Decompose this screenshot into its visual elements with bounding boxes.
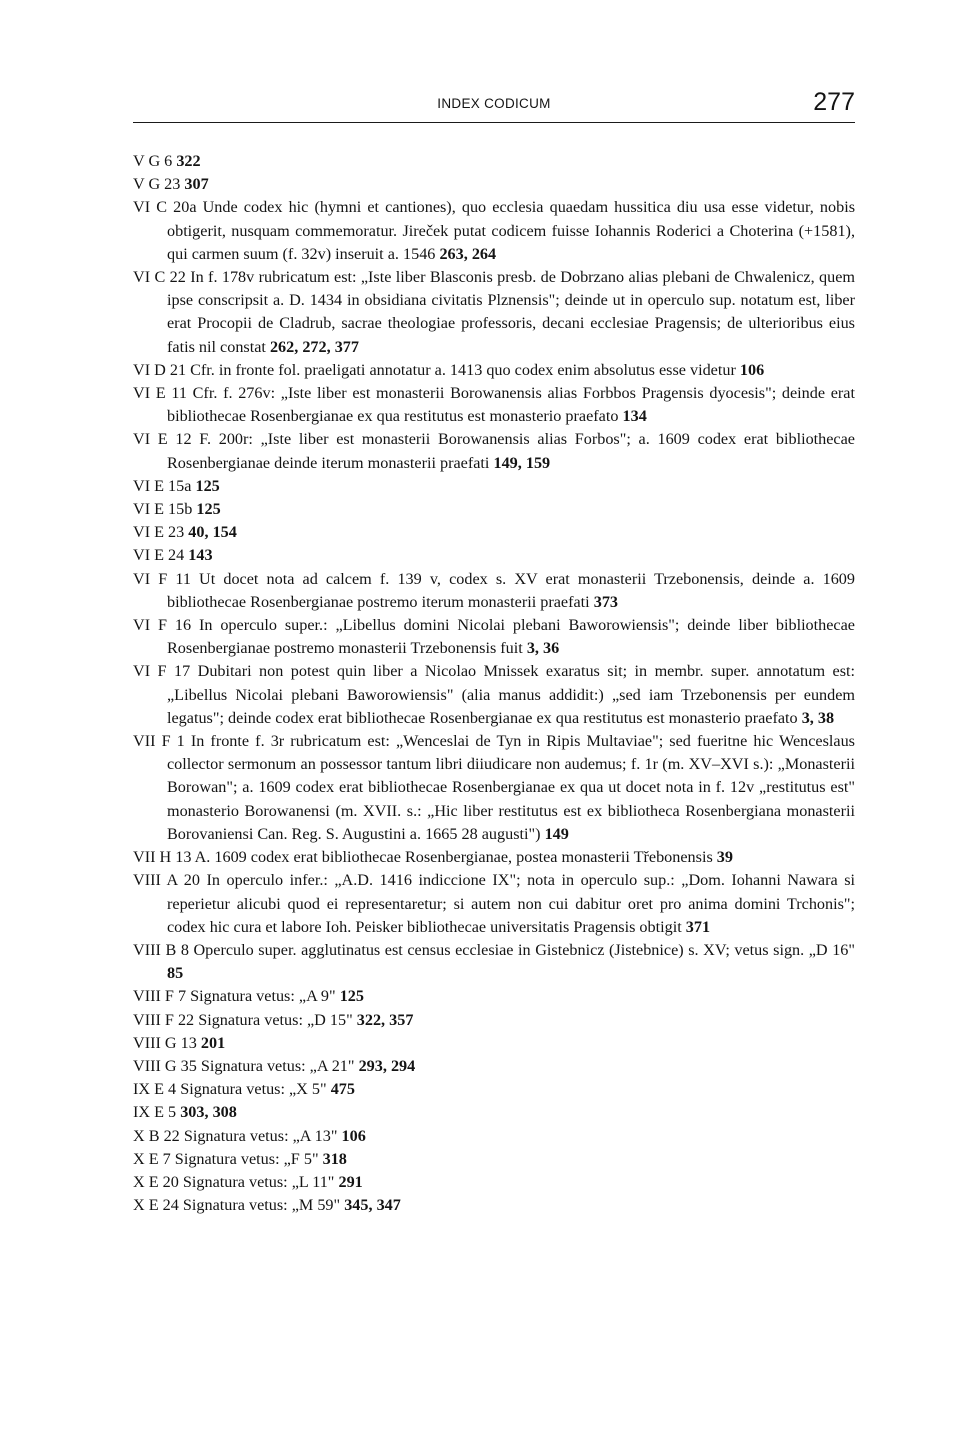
entry-page-refs: 125 xyxy=(339,987,364,1006)
index-entry xyxy=(133,1194,855,1217)
index-entry xyxy=(133,614,855,660)
entry-text: VIII B 8 Operculo super. agglutinatus est census ecclesiae in Gistebnicz (Jistebnice) s. XV; vetus sign. „D 16" xyxy=(133,940,855,959)
entry-page-refs: 40, 154 xyxy=(188,523,237,542)
entry-page-refs: 373 xyxy=(593,592,619,611)
index-entry xyxy=(133,730,855,846)
entry-text: VII F 1 In fronte f. 3r rubricatum est: „Wenceslai de Tyn in Ripis Multaviae"; sed fueritne hic Wenceslaus collector sermonum an possessor tantum libri diiudicare non audemus; f. 1r (m. XV–XVI s.): „Monasterii Borowan"; a. 1609 codex erat bibliothecae Rosenbergianae ex qua ut docet nota in f. 12v „restitutus est" monasterio Borowanensi (m. XVII. s.: „Hic liber restitutus est ex bibliotheca Rosenbergiana monasterii Borovaniensi Can. Reg. S. Augustini a. 1665 28 augusti") xyxy=(133,732,855,843)
entry-page-refs: 307 xyxy=(184,175,209,194)
entry-text: IX E 5 xyxy=(133,1103,181,1122)
index-entry xyxy=(133,939,855,985)
entry-page-refs: 149, 159 xyxy=(493,453,551,472)
entry-page-refs: 475 xyxy=(330,1080,355,1099)
entry-page-refs: 143 xyxy=(188,546,213,565)
entry-page-refs: 106 xyxy=(739,360,765,379)
index-entry xyxy=(133,1125,855,1148)
index-entry xyxy=(133,846,855,869)
entry-page-refs: 322, 357 xyxy=(356,1010,414,1029)
index-entry xyxy=(133,1101,855,1124)
running-title: INDEX CODICUM xyxy=(437,96,551,111)
index-entries xyxy=(133,150,855,1217)
entry-text: VI E 12 F. 200r: „Iste liber est monasterii Borowanensis alias Forbos"; a. 1609 codex erat bibliothecae Rosenbergianae deinde iterum monasterii praefati xyxy=(133,430,855,472)
index-entry xyxy=(133,173,855,196)
entry-text: VIII G 35 Signatura vetus: „A 21" xyxy=(133,1056,359,1075)
entry-page-refs: 263, 264 xyxy=(439,244,497,263)
entry-page-refs: 134 xyxy=(622,407,647,426)
index-entry xyxy=(133,985,855,1008)
index-entry xyxy=(133,150,855,173)
page-number: 277 xyxy=(813,88,855,116)
index-entry xyxy=(133,1009,855,1032)
index-entry xyxy=(133,428,855,474)
entry-text: VI E 15a xyxy=(133,476,196,495)
entry-page-refs: 106 xyxy=(341,1126,366,1145)
entry-text: X E 24 Signatura vetus: „M 59" xyxy=(133,1196,345,1215)
entry-text: VI F 11 Ut docet nota ad calcem f. 139 v, codex s. XV erat monasterii Trzebonensis, deinde a. 1609 bibliothecae Rosenbergianae postremo iterum monasterii praefati xyxy=(133,569,855,611)
entry-page-refs: 318 xyxy=(322,1149,347,1168)
entry-text: VIII G 13 xyxy=(133,1033,201,1052)
entry-page-refs: 125 xyxy=(196,500,221,519)
index-entry xyxy=(133,1032,855,1055)
entry-text: VI E 24 xyxy=(133,546,189,565)
entry-page-refs: 39 xyxy=(716,848,733,867)
entry-text: VI F 17 Dubitari non potest quin liber a Nicolao Mnissek exaratus sit; in membr. super. annotatum est: „Libellus Nicolai plebani Baworowiensis" (alia manus addidit:) „sed iam Trzebonensis per eundem legatus"; deinde codex erat bibliothecae Rosenbergianae ex qua restitutus est monasterio praefato xyxy=(133,662,855,727)
entry-text: VI F 16 In operculo super.: „Libellus domini Nicolai plebani Baworowiensis"; deinde liber bibliothecae Rosenbergianae postremo monasterii Trzebonensis fuit xyxy=(133,616,855,658)
entry-text: X E 20 Signatura vetus: „L 11" xyxy=(133,1172,339,1191)
index-entry xyxy=(133,869,855,939)
entry-text: VIII A 20 In operculo infer.: „A.D. 1416 indiccione IX"; nota in operculo sup.: „Dom. Iohanni Nawara si reperietur alicubi quod ei representaretur; si autem non cui dabitur oret pro anima domini Trchonis"; codex hic cura et labore Ioh. Peisker bibliothecae universitatis Pragensis obtigit xyxy=(133,871,855,936)
index-entry xyxy=(133,359,855,382)
index-entry xyxy=(133,660,855,730)
index-entry xyxy=(133,1148,855,1171)
entry-text: VI E 11 Cfr. f. 276v: „Iste liber est monasterii Borowanensis alias Forbbos Pragensis dyocesis"; deinde erat bibliothecae Rosenbergianae ex qua restitutus est monasterio praefato xyxy=(133,384,855,426)
entry-page-refs: 291 xyxy=(338,1172,363,1191)
index-entry xyxy=(133,568,855,614)
entry-text: X E 7 Signatura vetus: „F 5" xyxy=(133,1149,323,1168)
entry-text: VI C 20a Unde codex hic (hymni et cantiones), quo ecclesia quaedam hussitica diu usa esse videtur, nobis obtigerit, nusquam commemoratur. Jireček putat codicem fuisse Iohannis Roderici a Choterina (+1581), qui carmen suum (f. 32v) inseruit a. 1546 xyxy=(133,198,855,263)
entry-page-refs: 3, 38 xyxy=(801,708,835,727)
index-entry xyxy=(133,196,855,266)
entry-text: VIII F 22 Signatura vetus: „D 15" xyxy=(133,1010,357,1029)
entry-page-refs: 293, 294 xyxy=(358,1056,416,1075)
entry-text: VI E 23 xyxy=(133,523,189,542)
index-entry xyxy=(133,1078,855,1101)
entry-page-refs: 345, 347 xyxy=(344,1196,401,1215)
entry-page-refs: 201 xyxy=(200,1033,226,1052)
entry-text: V G 23 xyxy=(133,175,185,194)
entry-text: VII H 13 A. 1609 codex erat bibliothecae Rosenbergianae, postea monasterii Třebonensis xyxy=(133,848,717,867)
page-header xyxy=(133,88,855,123)
entry-text: IX E 4 Signatura vetus: „X 5" xyxy=(133,1080,331,1099)
entry-page-refs: 303, 308 xyxy=(180,1103,237,1122)
entry-text: VI C 22 In f. 178v rubricatum est: „Iste liber Blasconis presb. de Dobrzano alias plebani de Chwalenicz, quem ipse conscripsit a. D. 1434 in obsidiana civitatis Plznensis"; deinde ut in operculo sup. notatum est, liber erat Procopii de Cladrub, sacrae theologiae professoris, decani ecclesiae Pragensis; de ulterioribus eius fatis nil constat xyxy=(133,268,855,356)
index-entry xyxy=(133,1171,855,1194)
entry-page-refs: 3, 36 xyxy=(526,639,560,658)
entry-page-refs: 322 xyxy=(176,152,201,170)
index-entry xyxy=(133,521,855,544)
index-entry xyxy=(133,382,855,428)
index-entry xyxy=(133,266,855,359)
entry-page-refs: 371 xyxy=(685,917,711,936)
entry-page-refs: 149 xyxy=(544,824,569,843)
entry-text: VI E 15b xyxy=(133,500,197,519)
index-entry xyxy=(133,498,855,521)
entry-text: VIII F 7 Signatura vetus: „A 9" xyxy=(133,987,340,1006)
entry-page-refs: 85 xyxy=(167,964,184,983)
entry-text: X B 22 Signatura vetus: „A 13" xyxy=(133,1126,342,1145)
index-entry xyxy=(133,544,855,567)
entry-text: V G 6 xyxy=(133,152,177,170)
index-entry xyxy=(133,1055,855,1078)
index-entry xyxy=(133,475,855,498)
entry-page-refs: 262, 272, 377 xyxy=(269,337,359,356)
entry-text: VI D 21 Cfr. in fronte fol. praeligati annotatur a. 1413 quo codex enim absolutus esse videtur xyxy=(133,360,740,379)
entry-page-refs: 125 xyxy=(195,476,220,495)
